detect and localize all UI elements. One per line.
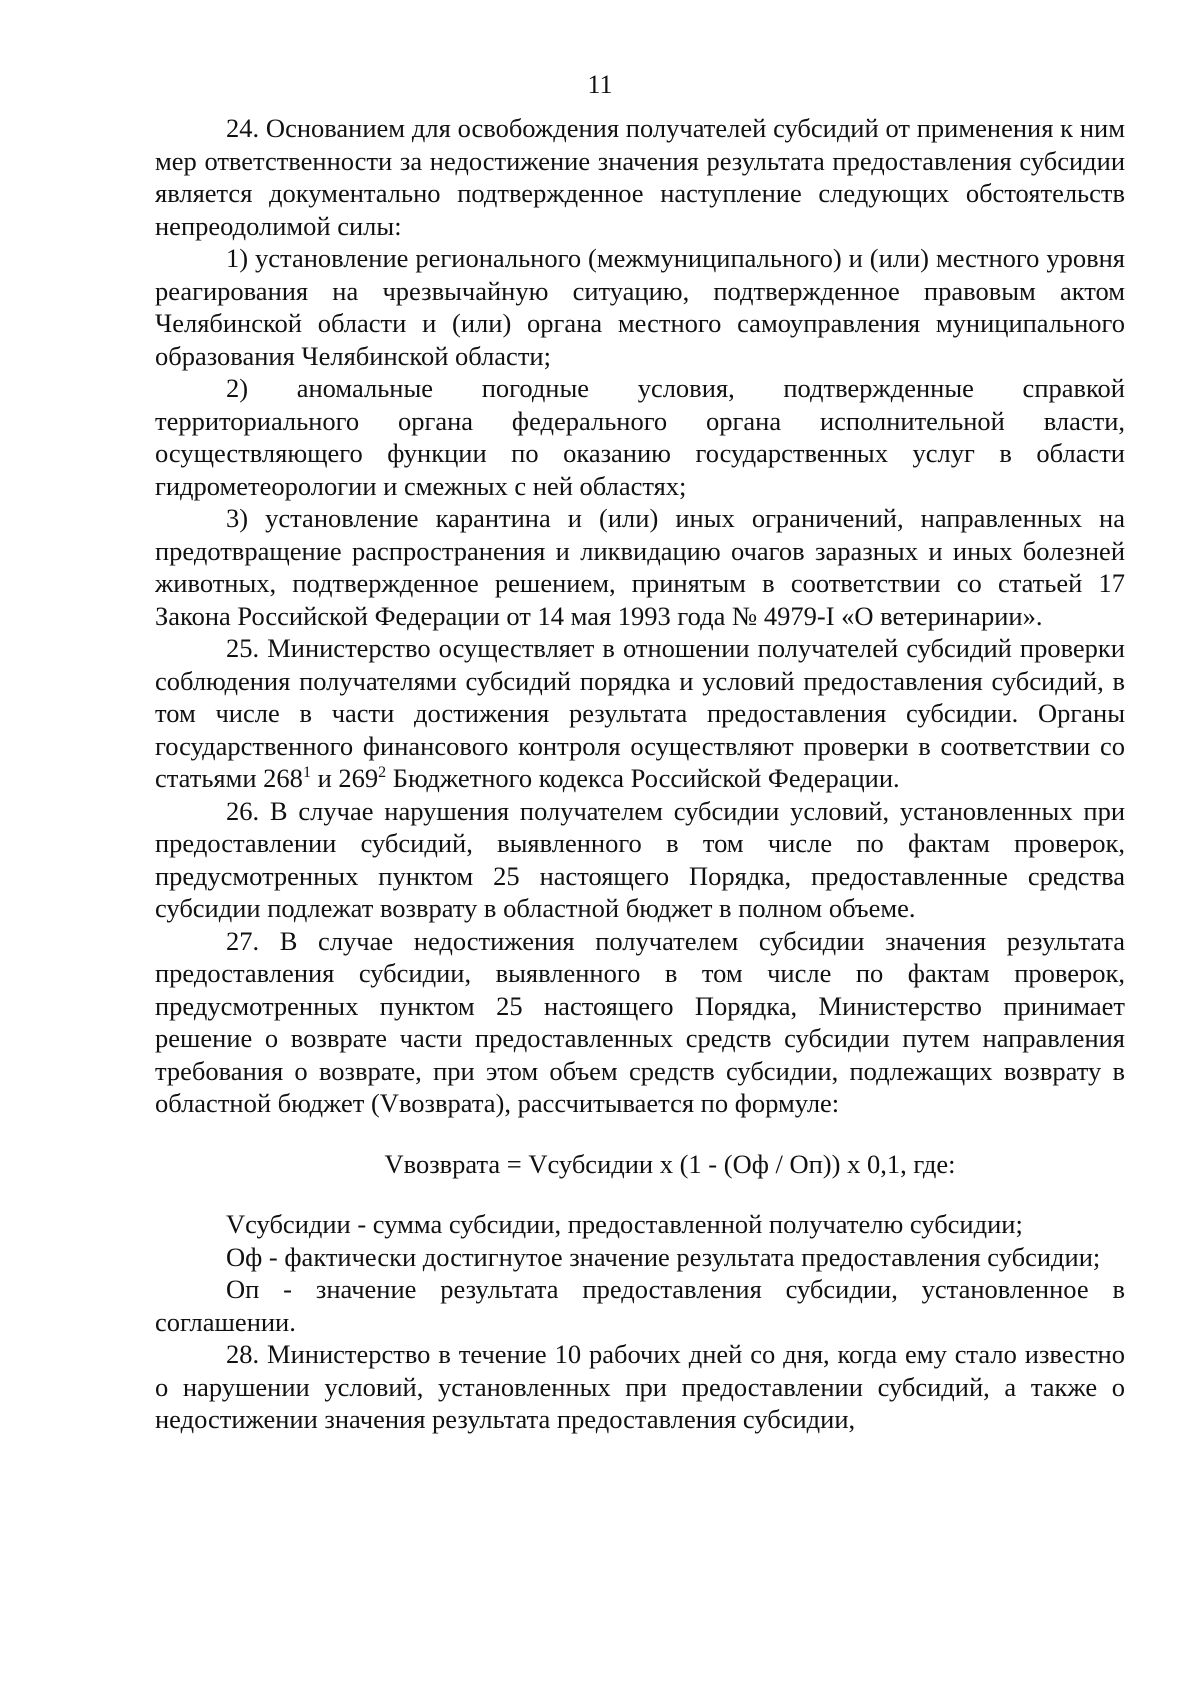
paragraph-25-text-b: и 269 [310, 763, 379, 793]
paragraph-24-item-1: 1) установление регионального (межмуниципального) и (или) местного уровня реагирования на чрезвычайную ситуацию, подтвержденное правовым актом Челябинской области и (или) органа местного самоуправления муниципального образования Челябинской области; [155, 243, 1125, 371]
paragraph-25 [155, 632, 1125, 795]
paragraph-25-text-c: Бюджетного кодекса Российской Федерации. [386, 763, 900, 793]
paragraph-24: 24. Основанием для освобождения получателей субсидий от применения к ним мер ответственности за недостижение значения результата предоставления субсидии является документально подтвержденное наступление следующих обстоятельств непреодолимой силы: [155, 113, 1125, 241]
paragraph-28: 28. Министерство в течение 10 рабочих дней со дня, когда ему стало известно о нарушении условий, установленных при предоставлении субсидий, а также о недостижении значения результата предоставления субсидии, [155, 1339, 1125, 1434]
superscript-1: 1 [302, 764, 311, 782]
superscript-2: 2 [378, 764, 387, 782]
definition-of: Оф - фактически достигнутое значение результата предоставления субсидии; [226, 1241, 1101, 1272]
paragraph-24-item-3: 3) установление карантина и (или) иных ограничений, направленных на предотвращение распространения и ликвидацию очагов заразных и иных болезней животных, подтвержденное решением, принятым в соответствии со статьей 17 Закона Российской Федерации от 14 мая 1993 года № 4979-I «О ветеринарии». [155, 503, 1125, 631]
definition-op: Оп - значение результата предоставления субсидии, установленное в соглашении. [155, 1274, 1125, 1337]
paragraph-24-item-2: 2) аномальные погодные условия, подтвержденные справкой территориального органа федерального органа исполнительной власти, осуществляющего функции по оказанию государственных услуг в области гидрометеорологии и смежных с ней областях; [155, 373, 1125, 501]
definition-v-subsidy: Vсубсидии - сумма субсидии, предоставленной получателю субсидии; [226, 1209, 1023, 1239]
paragraph-25-text-a: 25. Министерство осуществляет в отношении получателей субсидий проверки соблюдения получателями субсидий порядка и условий предоставления субсидий, в том числе в части достижения результата предоставления субсидии. Органы государственного финансового контроля осуществляют проверки в соответствии со статьями 268 [155, 633, 1125, 793]
formula: Vвозврата = Vсубсидии x (1 - (Оф / Оп)) x 0,1, где: [384, 1148, 956, 1179]
document-body [155, 112, 1125, 1436]
paragraph-27: 27. В случае недостижения получателем субсидии значения результата предоставления субсидии, выявленного в том числе по фактам проверок, предусмотренных пунктом 25 настоящего Порядка, Министерство принимает решение о возврате части предоставленных средств субсидии путем направления требования о возврате, при этом объем средств субсидии, подлежащих возврату в областной бюджет (Vвозврата), рассчитывается по формуле: [155, 925, 1125, 1118]
page-number: 11 [587, 70, 613, 99]
paragraph-26: 26. В случае нарушения получателем субсидии условий, установленных при предоставлении субсидий, выявленного в том числе по фактам проверок, предусмотренных пунктом 25 настоящего Порядка, предоставленные средства субсидии подлежат возврату в областной бюджет в полном объеме. [155, 795, 1125, 923]
